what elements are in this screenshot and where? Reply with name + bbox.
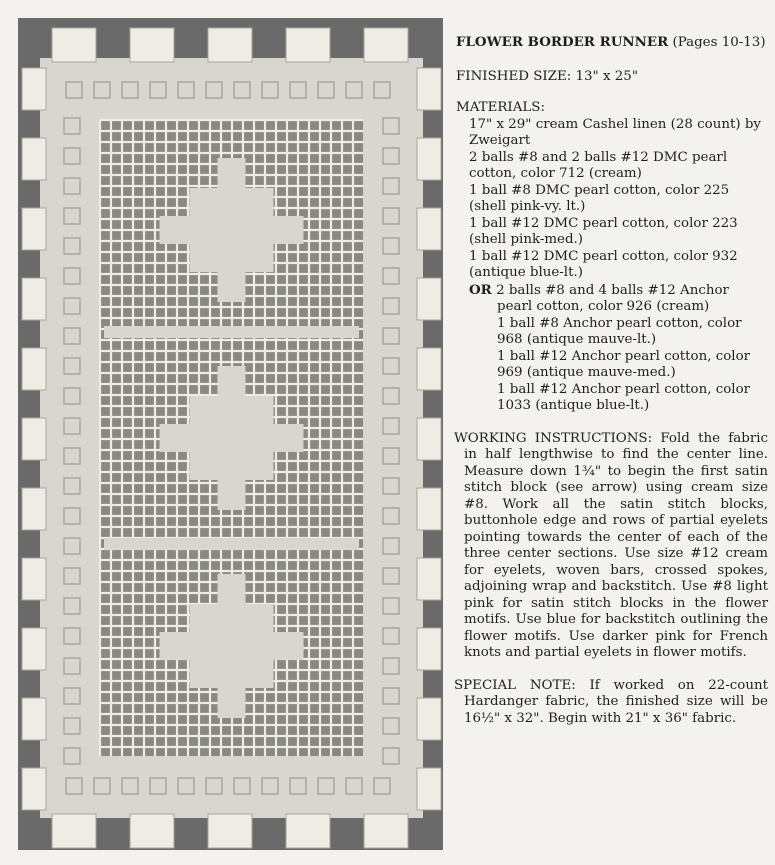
runner-photo — [18, 18, 443, 850]
border-tab — [22, 418, 46, 460]
border-tab — [208, 28, 252, 62]
border-tab — [286, 814, 330, 848]
section-divider — [104, 326, 359, 338]
border-tab — [130, 28, 174, 62]
border-tab — [417, 698, 441, 740]
materials-section — [456, 100, 768, 415]
border-tab — [22, 208, 46, 250]
material-or-item: 1 ball #12 Anchor pearl cotton, color 1033 (antique blue-lt.) — [497, 381, 751, 413]
border-tab — [286, 28, 330, 62]
border-tab — [417, 208, 441, 250]
border-tab — [22, 698, 46, 740]
border-tab — [364, 28, 408, 62]
materials-heading: MATERIALS: — [456, 100, 545, 115]
working-instructions: WORKING INSTRUCTIONS: Fold the fabric in half lengthwise to find the center line. Measure down 1¾" to begin the first satin stitch block (see arrow) using cream size #8. Work all the satin stitch blocks, buttonhole edge and rows of partial eyelets pointing towards the center of each of the three center sections. Use size #12 cream for eyelets, woven bars, crossed spokes, adjoining wrap and backstitch. Use #8 light pink for satin stitch blocks in the flower motifs. Use blue for backstitch outlining the flower motifs. Use darker pink for French knots and partial eyelets in flower motifs. — [454, 430, 768, 660]
material-item: 17" x 29" cream Cashel linen (28 count) by Zweigart — [469, 116, 761, 148]
finished-size: FINISHED SIZE: 13" x 25" — [456, 68, 638, 84]
border-tab — [417, 488, 441, 530]
border-tab — [52, 814, 96, 848]
border-tab — [130, 814, 174, 848]
flower-petal — [160, 424, 304, 452]
material-item: 1 ball #12 DMC pearl cotton, color 223 (shell pink-med.) — [469, 215, 738, 247]
border-tab — [22, 628, 46, 670]
pattern-text — [456, 34, 768, 743]
or-word: OR — [469, 281, 492, 298]
material-or-item: 1 ball #12 Anchor pearl cotton, color 969 (antique mauve-med.) — [497, 348, 751, 380]
border-tab — [417, 138, 441, 180]
border-tab — [417, 348, 441, 390]
materials-list — [456, 117, 768, 415]
border-tab — [417, 628, 441, 670]
border-tab — [364, 814, 408, 848]
border-tab — [417, 558, 441, 600]
pattern-title: FLOWER BORDER RUNNER — [456, 34, 669, 50]
material-item: 1 ball #12 DMC pearl cotton, color 932 (antique blue-lt.) — [469, 248, 738, 280]
border-tab — [417, 768, 441, 810]
pattern-pages: (Pages 10-13) — [672, 35, 766, 50]
material-or-item — [469, 282, 768, 316]
border-tab — [22, 558, 46, 600]
runner-illustration — [18, 18, 443, 850]
flower-petal — [160, 216, 304, 244]
border-tab — [417, 68, 441, 110]
special-note: SPECIAL NOTE: If worked on 22-count Hardanger fabric, the finished size will be 16½" x 32". Begin with 21" x 36" fabric. — [454, 677, 768, 726]
border-tab — [22, 68, 46, 110]
section-divider — [104, 538, 359, 550]
border-tab — [22, 488, 46, 530]
border-tab — [22, 768, 46, 810]
border-tab — [208, 814, 252, 848]
border-tab — [417, 278, 441, 320]
material-item: 1 ball #8 DMC pearl cotton, color 225 (shell pink-vy. lt.) — [469, 182, 730, 214]
border-tab — [22, 278, 46, 320]
material-or-text: 2 balls #8 and 4 balls #12 Anchor pearl cotton, color 926 (cream) — [496, 282, 729, 314]
material-or-item: 1 ball #8 Anchor pearl cotton, color 968 (antique mauve-lt.) — [497, 315, 742, 347]
border-tab — [22, 138, 46, 180]
pattern-title-line — [456, 34, 768, 52]
flower-petal — [160, 632, 304, 660]
border-tab — [22, 348, 46, 390]
border-tab — [52, 28, 96, 62]
material-item: 2 balls #8 and 2 balls #12 DMC pearl cotton, color 712 (cream) — [469, 149, 728, 181]
border-tab — [417, 418, 441, 460]
